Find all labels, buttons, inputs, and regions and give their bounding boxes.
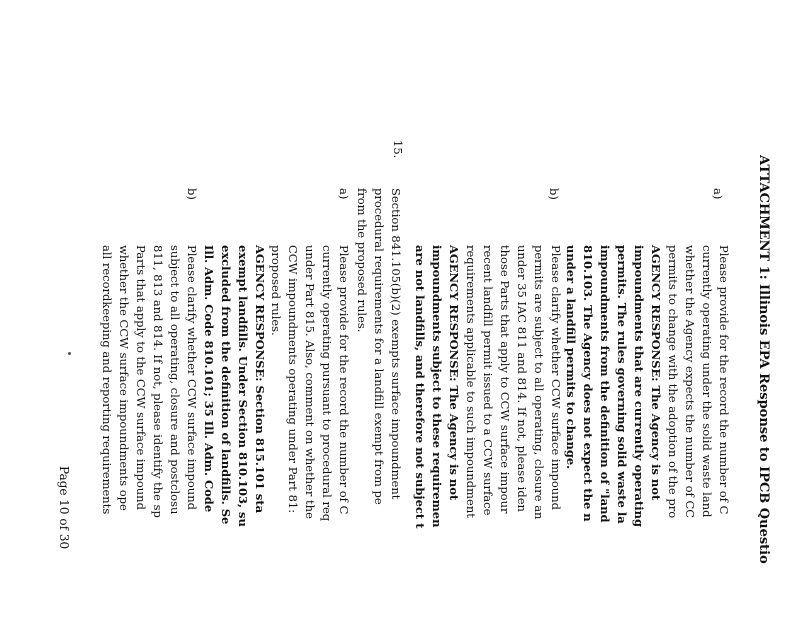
attachment-title: ATTACHMENT 1: Illinois EPA Response to IPCB Questio: [756, 155, 771, 564]
scan-dot: [68, 352, 71, 355]
item-b-question: Please clarify whether CCW surface impound permits are subject to all operating, closure an under 35 IAC 811 and 814. If not, please iden those Parts that apply to CCW surface impour recent landfill permit issued to a CCW surface requirements applicable to such impoundment: [464, 245, 563, 520]
item-15-number: 15.: [391, 140, 405, 159]
item-15b-question: Please clarify whether CCW surface impound subject to all operating, closure and postclosu 811, 813 and 814. If not, please identify the sp Parts that apply to the CCW surface impound whether the CCW surface impoundments ope all recordkeeping and reporting requirements: [100, 245, 199, 518]
page-number: Page 10 of 30: [57, 466, 71, 550]
item-15a-marker: a): [337, 188, 351, 200]
item-15a-question: Please provide for the record the number of C currently operating pursuant to procedural req under Part 815. Also, comment on whether the CCW impoundments operating under Part 81: proposed rules.: [269, 245, 351, 522]
item-b-agency-response: AGENCY RESPONSE: The Agency is not impoundments subject to these requiremen are not landfills, and therefore not subject t: [413, 245, 461, 529]
item-15b-marker: b): [185, 188, 199, 200]
item-15-text: Section 841.105(b)(2) exempts surface impoundment procedural requirements for a landfill exempt from pe from the proposed rules.: [355, 188, 403, 505]
item-a-agency-response: AGENCY RESPONSE: The Agency is not impoundments that are currently operating permits. The rules governing solid waste la impoundments from the definition of "land 810.103. The Agency does not expect the n under a landfill permits to change.: [564, 245, 663, 528]
item-a-question: Please provide for the record the number of C currently operating under the solid waste land whether the Agency expects the number of CC permits to change with the adoption of the pro: [666, 245, 731, 519]
item-15a-agency-response: AGENCY RESPONSE: Section 815.101 sta exempt landfills. Under Section 810.103, su excluded from the definition of landfills. Se Ill. Adm. Code 810.101; 35 Ill. Adm. Code: [202, 245, 267, 527]
item-b-marker: b): [547, 188, 561, 200]
item-a-marker: a): [711, 188, 725, 200]
